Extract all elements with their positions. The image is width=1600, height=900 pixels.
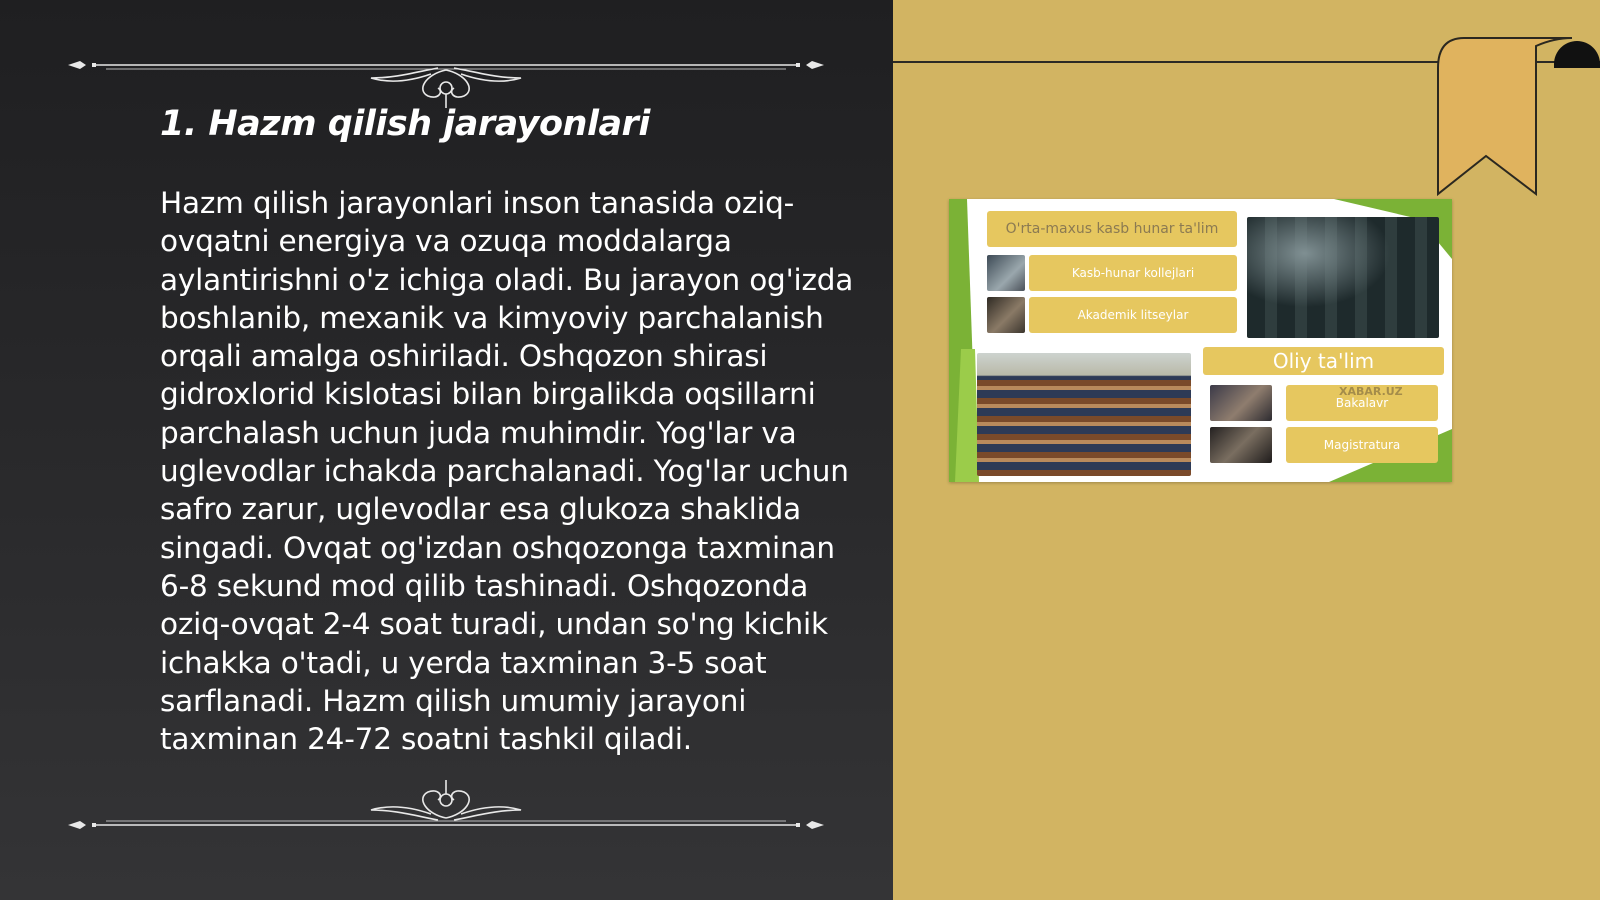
auditorium-photo: [977, 353, 1191, 476]
master-label: Magistratura: [1323, 438, 1401, 452]
higher-education-heading: [1203, 347, 1444, 375]
education-image-card: [949, 199, 1452, 482]
higher-education-label: Oliy ta'lim: [1272, 349, 1375, 373]
lyceum-thumbnail: [987, 297, 1025, 333]
bookmark-ribbon-icon: [1434, 34, 1600, 200]
master-thumbnail: [1210, 427, 1272, 463]
lyceum-label: Akademik litseylar: [1077, 308, 1189, 322]
computer-lab-photo: [1247, 217, 1439, 338]
lyceum-pill: [1029, 297, 1237, 333]
watermark-text: XABAR.UZ: [1339, 385, 1403, 398]
bottom-ornament-divider: [66, 776, 826, 836]
college-label: Kasb-hunar kollejlari: [1071, 266, 1195, 280]
bachelor-thumbnail: [1210, 385, 1272, 421]
slide-title: 1. Hazm qilish jarayonlari: [160, 104, 650, 144]
college-pill: [1029, 255, 1237, 291]
bachelor-label: Bakalavr: [1335, 396, 1389, 410]
master-pill: [1286, 427, 1438, 463]
top-ornament-divider: [66, 48, 826, 108]
secondary-education-label: O'rta-maxus kasb hunar ta'lim: [1005, 220, 1219, 237]
secondary-education-heading: [987, 211, 1237, 247]
college-thumbnail: [987, 255, 1025, 291]
slide-body-text: Hazm qilish jarayonlari inson tanasida oziq-ovqatni energiya va ozuqa moddalarga aylantirishni o'z ichiga oladi. Bu jarayon og'izda boshlanib, mexanik va kimyoviy parchalanish orqali amalga oshiriladi. Oshqozon shirasi gidroxlorid kislotasi bilan birgalikda oqsillarni parchalash uchun juda muhimdir. Yog'lar va uglevodlar ichakda parchalanadi. Yog'lar uchun safro zarur, uglevodlar esa glukoza shaklida singadi. Ovqat og'izdan oshqozonga taxminan 6-8 sekund mod qilib tashinadi. Oshqozonda oziq-ovqat 2-4 soat turadi, undan so'ng kichik ichakka o'tadi, u yerda taxminan 3-5 soat sarflanadi. Hazm qilish umumiy jarayoni taxminan 24-72 soatni tashkil qiladi.: [160, 186, 854, 757]
